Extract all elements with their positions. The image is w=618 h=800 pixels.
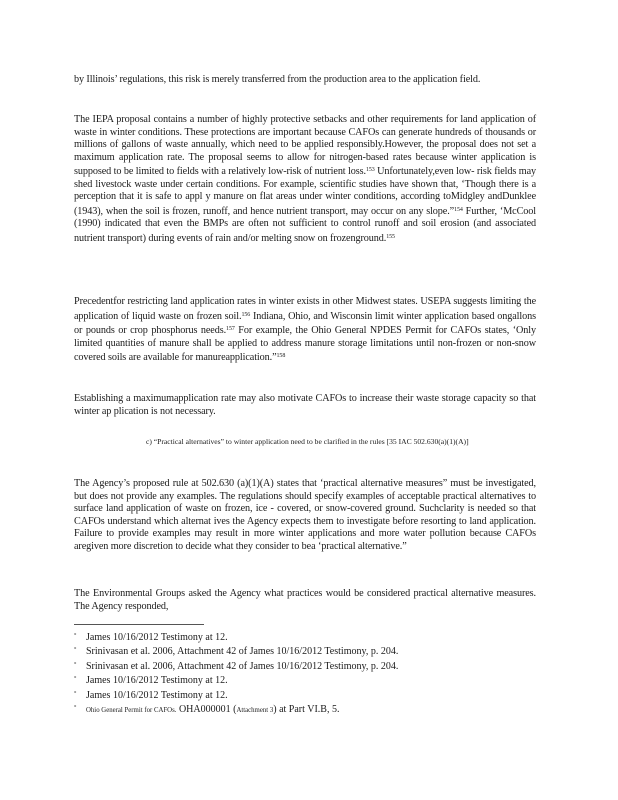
paragraph-agency-rule: The Agency’s proposed rule at 502.630 (a)(1)(A) states that ‘practical alternative measures” must be investigated, but does not provide any examples. The regulations should specify examples of acceptable practical alternatives to surface land application of waste on frozen, ice - covered, or snow-covered ground. Suchclarity is needed so that CAFOs understand which alternat ives the Agency expects them to investigate before resorting to land application. Failure to provide examples may result in more winter applications and more water pollution because CAFOs aregiven more discretion to decide what they consider to bea ‘practical alternative.” bbox=[74, 478, 536, 552]
paragraph-precedent bbox=[74, 296, 536, 365]
section-heading: c) “Practical alternatives” to winter application need to be clarified in the rules [35 IAC 502.630(a)(1)(A)] bbox=[146, 437, 469, 446]
paragraph-storage: Establishing a maximumapplication rate may also motivate CAFOs to increase their waste storage capacity so that winter ap plication is not necessary. bbox=[74, 393, 536, 417]
paragraph-iepa-proposal bbox=[74, 114, 536, 245]
footnote-item bbox=[74, 644, 494, 658]
footnote-text: Srinivasan et al. 2006, Attachment 42 of James 10/16/2012 Testimony, p. 204. bbox=[86, 646, 399, 658]
paragraph-text: Indiana, Ohio, and Wisconsin limit winter application based ongallons or pounds or crop phosphorus needs. bbox=[74, 310, 536, 336]
paragraph-text: Precedentfor restricting land application rates in winter exists in other Midwest states. USEPA suggests limiting the application of liquid waste on frozen soil. bbox=[74, 296, 536, 322]
footnote-text: James 10/16/2012 Testimony at 12. bbox=[86, 632, 228, 643]
footnote-ref[interactable]: 155 bbox=[386, 233, 395, 240]
footnote-text: OHA000001 ( bbox=[176, 704, 237, 716]
paragraph-text: For example, the Ohio General NPDES Permit for CAFOs states, ‘Only limited quantities of manure shall be applied to address manure storage limitations until non-frozen or non-snow covered soils are available for manureapplication.” bbox=[74, 325, 536, 363]
paragraph-environmental-groups: The Environmental Groups asked the Agency what practices would be considered practical alternative measures. The Agency responded, bbox=[74, 588, 536, 612]
paragraph-text: The IEPA proposal contains a number of highly protective setbacks and other requirements for land application of waste in winter conditions. These protections are important because CAFOs can generate hundreds of thousands or millions of gallons of waste annually, which need to be applied responsibly.However, the proposal does not set a maximum application rate. The proposal seems to allow for nitrogen-based rates because winter application is supposed to be limited to fields with a relatively low-risk of nutrient loss. bbox=[74, 114, 536, 177]
footnote-text: ) at Part VI.B, 5. bbox=[273, 704, 340, 716]
footnote-ref[interactable]: 157 bbox=[226, 326, 235, 332]
footnote-item bbox=[74, 659, 494, 673]
footnote-text: Attachment 3 bbox=[236, 707, 274, 715]
footnote-marker: ° bbox=[74, 633, 77, 639]
footnote-list bbox=[74, 630, 494, 717]
footnote-text: James 10/16/2012 Testimony at 12. bbox=[86, 689, 228, 701]
footnote-marker: ° bbox=[74, 647, 77, 654]
footnote-divider bbox=[74, 624, 204, 625]
footnote-item bbox=[74, 673, 494, 687]
footnote-ref[interactable]: 156 bbox=[241, 311, 251, 318]
paragraph-text: Further, ‘McCool (1990) indicated that even the BMPs are often not sufficient to control runoff and soil erosion (and associated nutrient transport) during events of rain and/or melting snow on frozenground. bbox=[74, 205, 536, 244]
footnote-text: James 10/16/2012 Testimony at 12. bbox=[86, 675, 228, 687]
footnote-text: Srinivasan et al. 2006, Attachment 42 of James 10/16/2012 Testimony, p. 204. bbox=[86, 660, 399, 672]
footnote-item bbox=[74, 630, 494, 644]
footnote-ref[interactable]: 158 bbox=[276, 353, 286, 359]
footnote-item bbox=[74, 702, 494, 717]
footnote-marker: ° bbox=[74, 676, 77, 683]
paragraph-text: Unfortunately,even low- risk fields may shed livestock waste under certain conditions. For example, scientific studies have shown that, ‘Though there is a perception that it is safe to appl y manure on flat areas under winter conditions, according toMidgley andDunklee (1943), when the soil is frozen, runoff, and hence nutrient transport, may occur on any slope.” bbox=[74, 166, 536, 217]
paragraph-intro: by Illinois’ regulations, this risk is merely transferred from the production area to the application field. bbox=[74, 74, 481, 85]
footnote-marker: ° bbox=[74, 661, 77, 668]
footnote-text: Ohio General Permit for CAFOs. bbox=[86, 707, 177, 715]
footnote-ref[interactable]: 154 bbox=[454, 206, 463, 213]
footnote-marker: ° bbox=[74, 690, 77, 697]
footnote-ref[interactable]: 153 bbox=[365, 167, 375, 173]
footnote-marker: ° bbox=[74, 705, 77, 712]
footnote-item bbox=[74, 688, 494, 702]
